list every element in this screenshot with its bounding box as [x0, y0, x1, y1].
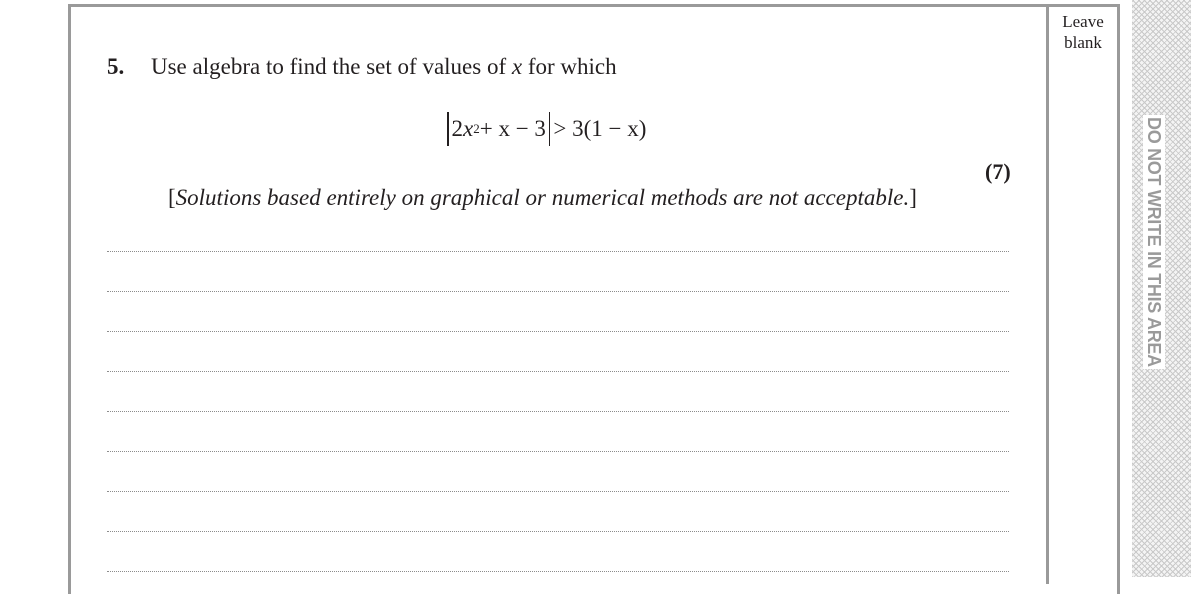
answer-line[interactable]	[107, 331, 1009, 332]
question-prompt	[151, 54, 617, 80]
leave-label: Leave	[1062, 12, 1104, 31]
abs-bar-right	[549, 112, 551, 146]
method-note	[168, 185, 917, 211]
answer-line[interactable]	[107, 411, 1009, 412]
blank-label: blank	[1064, 33, 1102, 52]
answer-line[interactable]	[107, 531, 1009, 532]
margin-divider	[1046, 4, 1049, 584]
answer-line[interactable]	[107, 571, 1009, 572]
answer-line[interactable]	[107, 291, 1009, 292]
equation-rhs: > 3(1 − x)	[553, 116, 647, 141]
prompt-variable: x	[511, 54, 523, 79]
answer-line[interactable]	[107, 491, 1009, 492]
note-text: Solutions based entirely on graphical or numerical methods are not acceptable.	[175, 185, 910, 210]
abs-rest: + x − 3	[479, 116, 546, 141]
page-frame	[68, 4, 1120, 594]
prompt-start: Use algebra to find the set of values of	[151, 54, 512, 79]
answer-line[interactable]	[107, 251, 1009, 252]
note-open-bracket: [	[168, 185, 176, 210]
inequality-equation	[444, 112, 646, 146]
abs-lead: 2	[451, 116, 463, 141]
marks-indicator: (7)	[985, 159, 1011, 184]
leave-blank-label	[1050, 11, 1116, 53]
note-close-bracket: ]	[909, 185, 917, 210]
abs-bar-left	[447, 112, 449, 146]
answer-line[interactable]	[107, 451, 1009, 452]
answer-line[interactable]	[107, 371, 1009, 372]
do-not-write-notice: DO NOT WRITE IN THIS AREA	[1144, 117, 1164, 367]
question-number: 5.	[107, 54, 125, 79]
prompt-end: for which	[522, 54, 617, 79]
abs-var: x	[463, 116, 474, 141]
abs-exponent: 2	[473, 121, 480, 136]
